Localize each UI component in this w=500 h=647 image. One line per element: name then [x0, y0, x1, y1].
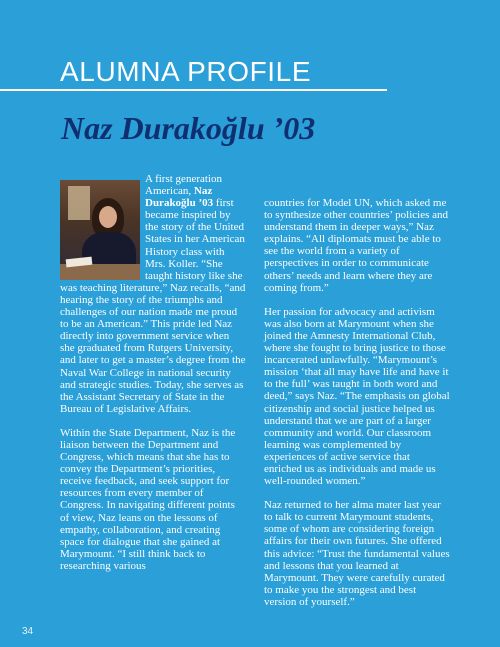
page-number: 34: [22, 626, 34, 637]
alumna-name-heading: Naz Durakoğlu ’03: [61, 110, 316, 146]
left-column: [60, 173, 246, 584]
right-paragraph-1: countries for Model UN, which asked me to synthesize other countries’ policies and understand them in deeper ways,” Naz explains. “All diplomats must be able to see the world from a variety of perspectives in order to communicate others’ needs and learn where they are coming from.”: [264, 197, 448, 294]
left-paragraph-1: A first generation American, Naz Durakoğlu ’03 first became inspired by the story of the United States in her American History class with Mrs. Koller. “She taught history like she was teaching literature,” Naz recalls, “and hearing the story of the triumphs and challenges of our nation made me proud to be an American.” This pride led Naz directly into government service when she graduated from Rutgers University, and later to get a master’s degree from the Naval War College in national security and strategic studies. Today, she serves as the Assistant Secretary of State in the Bureau of Legislative Affairs.: [60, 173, 246, 415]
left-paragraph-2: Within the State Department, Naz is the liaison between the Department and Congress, which means that she has to convey the Department’s priorities, receive feedback, and seek support for resources from every member of Congress. In navigating different points of view, Naz leans on the lessons of empathy, collaboration, and creating space for dialogue that she gained at Marymount. “I still think back to researching various: [60, 426, 236, 572]
alumna-name-inline: Naz Durakoğlu ’03: [145, 185, 214, 210]
title-divider: [0, 89, 387, 91]
right-paragraph-3: Naz returned to her alma mater last year to talk to current Marymount students, some of whom are considering foreign affairs for their own futures. She offered this advice: “Trust the fundamental values and lessons that you learned at Marymount. They were carefully curated to make you the strongest and best version of yourself.”: [264, 499, 450, 608]
right-column: [264, 197, 450, 620]
section-title: ALUMNA PROFILE: [60, 56, 312, 87]
right-paragraph-2: Her passion for advocacy and activism was also born at Marymount when she joined the Amnesty International Club, where she fought to bring justice to those incarcerated unlawfully. “Marymount’s mission ‘that all may have life and have it to the full’ was taught in both word and deed,” says Naz. “The emphasis on global citizenship and social justice helped us understand that we are part of a larger community and world. Our classroom learning was complemented by experiences of active service that enriched us as individuals and made us well-rounded women.”: [264, 305, 450, 488]
